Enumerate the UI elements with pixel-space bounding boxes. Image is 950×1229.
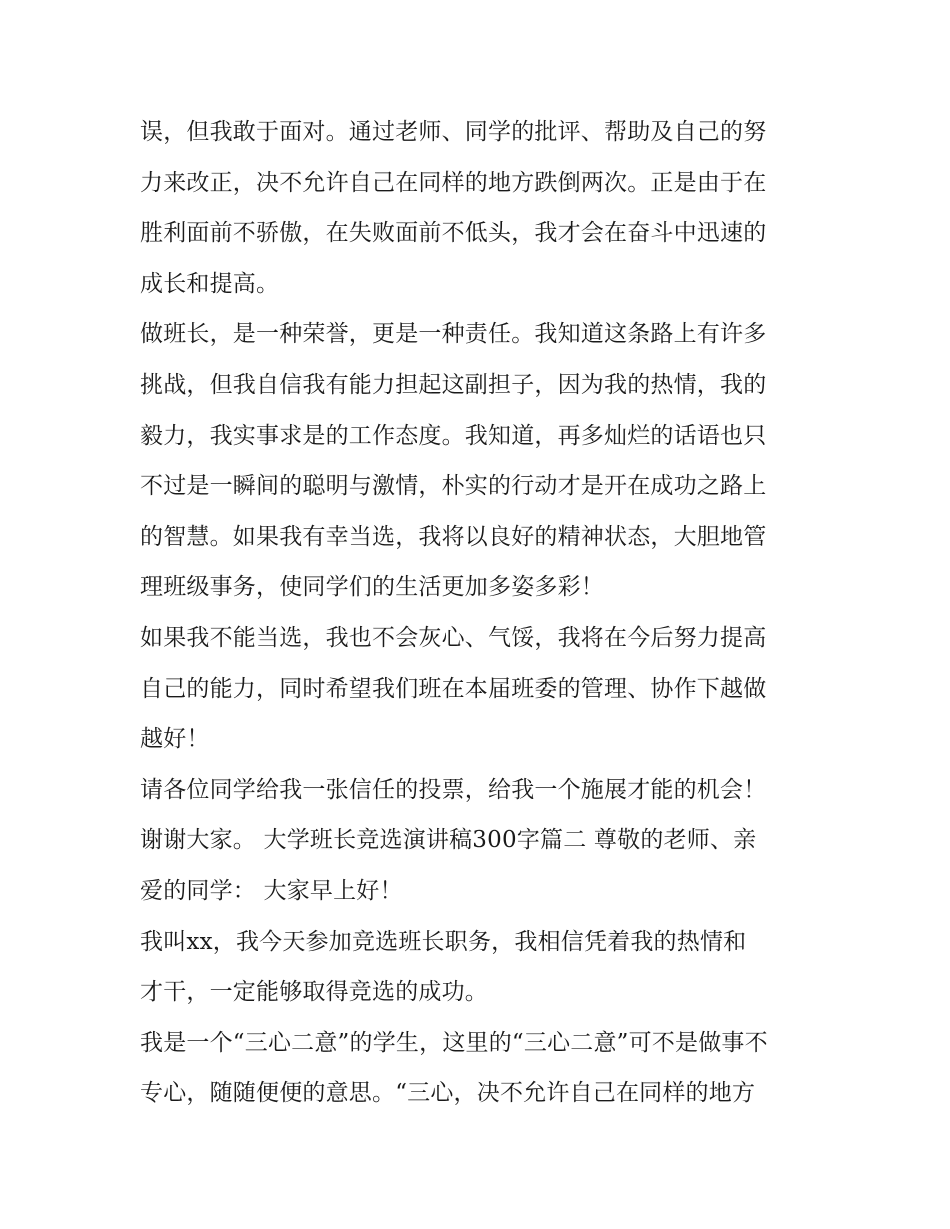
- text-line: 不过是一瞬间的聪明与激情，朴实的行动才是开在成功之路上: [140, 473, 767, 500]
- text-line: 才干，一定能够取得竞选的成功。: [140, 979, 488, 1006]
- text-line: 我叫xx，我今天参加竞选班长职务，我相信凭着我的热情和: [140, 928, 747, 955]
- text-line: 的智慧。如果我有幸当选，我将以良好的精神状态，大胆地管: [140, 523, 767, 550]
- text-line: 谢谢大家。 大学班长竞选演讲稿300字篇二 尊敬的老师、亲: [140, 827, 757, 854]
- text-line: 误，但我敢于面对。通过老师、同学的批评、帮助及自己的努: [140, 119, 767, 145]
- text-line: 我是一个“三心二意”的学生，这里的“三心二意”可不是做事不: [140, 1029, 768, 1056]
- text-line: 专心，随随便便的意思。“三心，决不允许自己在同样的地方: [140, 1080, 756, 1107]
- text-line: 力来改正，决不允许自己在同样的地方跌倒两次。正是由于在: [140, 169, 767, 196]
- text-line: 胜利面前不骄傲，在失败面前不低头，我才会在奋斗中迅速的: [140, 220, 767, 247]
- text-line: 如果我不能当选，我也不会灰心、气馁，我将在今后努力提高: [140, 624, 767, 651]
- text-line: 做班长，是一种荣誉，更是一种责任。我知道这条路上有许多: [140, 321, 767, 348]
- text-line: 理班级事务，使同学们的生活更加多姿多彩！: [140, 574, 604, 601]
- document-body: [140, 107, 820, 1119]
- text-line: 挑战，但我自信我有能力担起这副担子，因为我的热情，我的: [140, 371, 767, 398]
- text-line: 成长和提高。: [140, 270, 280, 297]
- text-line: 毅力，我实事求是的工作态度。我知道，再多灿烂的话语也只: [140, 422, 767, 449]
- text-line: 自己的能力，同时希望我们班在本届班委的管理、协作下越做: [140, 675, 767, 702]
- text-line: 越好！: [140, 726, 210, 753]
- text-line: 请各位同学给我一张信任的投票，给我一个施展才能的机会！: [140, 776, 767, 803]
- text-line: 爱的同学： 大家早上好！: [140, 877, 403, 904]
